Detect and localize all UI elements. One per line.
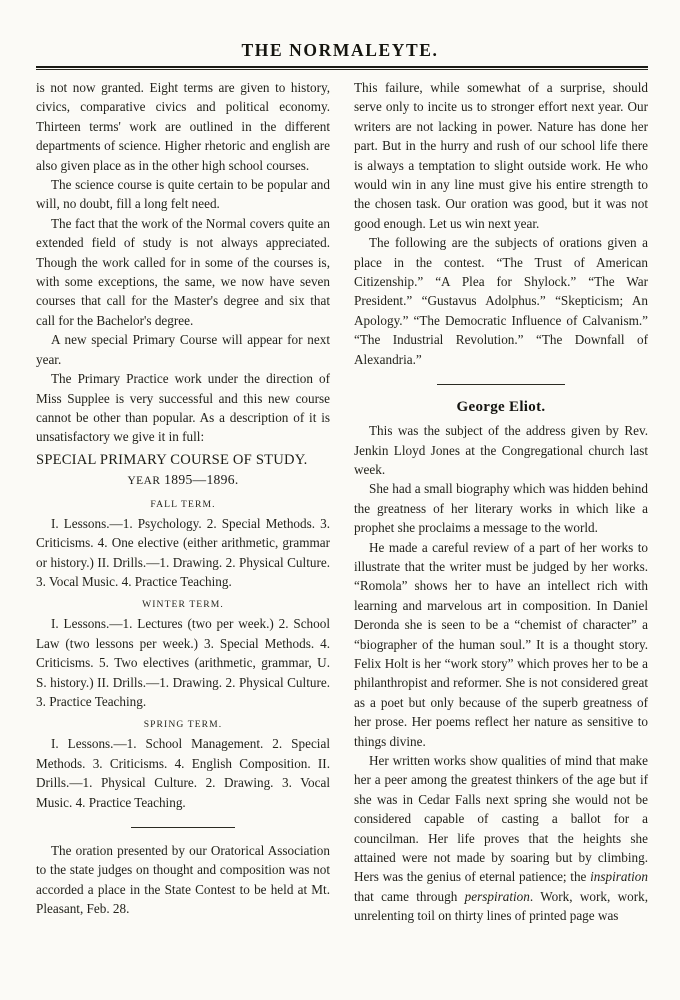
term-heading-winter: WINTER TERM. — [142, 599, 224, 611]
paragraph: The fact that the work of the Normal covers quite an extended field of study is not always appreciated. Though the work called for in some of the courses is, with some exceptions, the same, we now have seven courses that call for the Master's degree and six that call for the Bachelor's degree. — [36, 215, 330, 328]
paragraph: This was the subject of the address given by Rev. Jenkin Lloyd Jones at the Congregational church last week. — [354, 423, 648, 477]
emphasis-inspiration: inspiration — [590, 869, 648, 885]
left-column — [36, 78, 330, 926]
paragraph: This failure, while somewhat of a surprise, should serve only to incite us to stronger effort next year. Our writers are not lacking in power. Nature has done her part. But in the hurry and rush of our school life there is always a temptation to slight outside work. He who would win in any line must give his entire strength to the chosen task. Our oration was good, but it was not good enough. Let us win next year. — [354, 80, 648, 231]
course-of-study-heading: SPECIAL PRIMARY COURSE OF STUDY. — [36, 451, 308, 468]
masthead-divider-rule — [36, 66, 648, 70]
two-column-body — [36, 78, 648, 926]
term-heading-spring: SPRING TERM. — [143, 719, 223, 731]
right-column — [354, 78, 648, 926]
article-divider-rule — [437, 384, 565, 385]
section-divider-rule — [131, 827, 235, 828]
emphasis-perspiration: perspiration — [464, 888, 530, 904]
term-body-fall: I. Lessons.—1. Psychology. 2. Special Methods. 3. Criticisms. 4. One elective (either arithmetic, grammar or history.) II. Drills.—1. Drawing. 2. Physical Culture. 3. Vocal Music. 4. Practice Teaching. — [36, 515, 330, 589]
text-run: . Work, work, work, unrelenting toil on thirty lines of printed page was — [354, 888, 648, 924]
term-heading-fall: FALL TERM. — [150, 498, 216, 510]
paragraph: A new special Primary Course will appear for next year. — [36, 332, 330, 367]
paragraph-final — [354, 751, 648, 926]
publication-title: THE NORMALEYTE. — [241, 40, 439, 60]
paragraph-oration-subjects: The following are the subjects of orations given a place in the contest. “The Trust of American Citizenship.” “A Plea for Shylock.” “The War President.” “Gustavus Adolphus.” “Skepticism; An Apology.” “The Democratic Influence of Calvanism.” “The Industrial Revolution.” “The Downfall of Alexandria.” — [354, 235, 648, 367]
term-body-spring: I. Lessons.—1. School Management. 2. Special Methods. 3. Criticisms. 4. English Composition. II. Drills.—1. Physical Culture. 2. Drawing. 3. Vocal Music. 4. Practice Teaching. — [36, 736, 330, 810]
paragraph: is not now granted. Eight terms are given to history, civics, comparative civics and political economy. Thirteen terms' work are outlined in the different departments of science. Higher rhetoric and english are also given place as in the other high school courses. — [36, 80, 330, 173]
masthead — [0, 0, 680, 60]
paragraph: The Primary Practice work under the direction of Miss Supplee is very successful and this new course cannot be other than popular. As a description of it is unsatisfactory we give it in full: — [36, 371, 330, 445]
course-year-line — [36, 470, 330, 491]
term-body-winter: I. Lessons.—1. Lectures (two per week.) 2. School Law (two lessons per week.) 3. Special Methods. 4. Criticisms. 5. Two electives (arithmetic, grammar, U. S. history.) II. Drills.—1. Drawing. 2. Physical Culture. 3. Practice Teaching. — [36, 616, 330, 709]
paragraph: He made a careful review of a part of her works to illustrate that the writer must be judged by her works. “Romola” shows her to have an intellect rich with learning and marvelous art in composition. In Daniel Deronda she is seen to be a “chemist of character” a “biographer of the human soul.” It is a thought story. Felix Holt is her “work story” which proves her to be a philanthropist and reformer. She is not considered great as a poet but only because of the superb greatness of her prose. Her poems reflect her nature as sensitive to things divine. — [354, 539, 648, 749]
year-range: 1895—1896. — [164, 471, 239, 487]
text-run: Her written works show qualities of mind that make her a peer among the greatest thinkers of the age but if she was in Cedar Falls next spring she would not be considered capable of casting a ballot for a councilman. Her life proves that the heights she attained were not made by soaring but by climbing. Hers was the genius of eternal patience; the — [354, 753, 648, 885]
year-label: YEAR — [127, 474, 161, 487]
paragraph: The science course is quite certain to be popular and will, no doubt, fill a long felt need. — [36, 177, 330, 212]
text-run: that came through — [354, 888, 465, 904]
article-title: George Eliot. — [456, 399, 546, 416]
paragraph: The oration presented by our Oratorical Association to the state judges on thought and composition was not accorded a place in the State Contest to be held at Mt. Pleasant, Feb. 28. — [36, 843, 330, 917]
paragraph: She had a small biography which was hidden behind the greatness of her literary works in which like a prophet she proclaims a message to the world. — [354, 481, 648, 536]
